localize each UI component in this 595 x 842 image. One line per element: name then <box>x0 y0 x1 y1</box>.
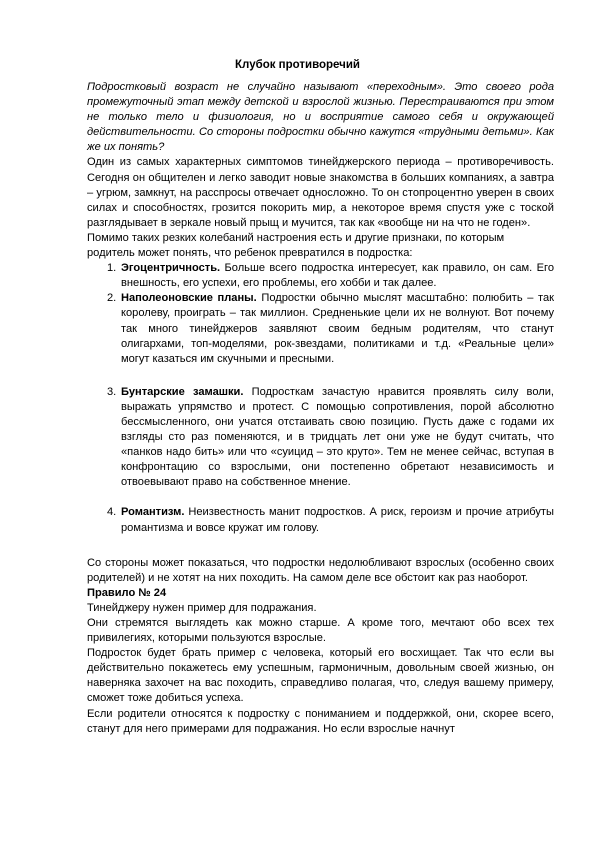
rule-paragraph-1: Тинейджеру нужен пример для подражания. <box>87 601 317 614</box>
list-number: 3. <box>107 385 117 398</box>
paragraph-3: Со стороны может показаться, что подростки недолюбливают взрослых (особенно своих родителей) и не хотят на них походить. На самом деле все обстоит как раз наоборот. <box>87 556 554 584</box>
list-item <box>87 261 554 291</box>
list-item <box>87 505 554 535</box>
list-term: Наполеоновские планы. <box>121 292 257 305</box>
rule-paragraph-2: Они стремятся выглядеть как можно старше. А кроме того, мечтают обо всех тех привилегиях, которыми пользуются взрослые. <box>87 617 554 645</box>
list-term: Бунтарские замашки. <box>121 385 244 398</box>
document-body <box>87 80 554 737</box>
list-text: Больше всего подростка интересует, как правило, он сам. Его внешность, его успехи, его проблемы, его хобби и так далее. <box>121 262 554 290</box>
rule-paragraph-3: Подросток будет брать пример с человека, который его восхищает. Так что если вы действительно покажетесь ему успешным, гармоничным, довольным своей жизнью, он наверняка захочет на вас походить, справедливо полагая, что, следуя вашему примеру, сможет тоже добиться успеха. <box>87 647 554 705</box>
page-title: Клубок противоречий <box>235 59 360 71</box>
list-term: Романтизм. <box>121 506 185 519</box>
list-text: Неизвестность манит подростков. А риск, героизм и прочие атрибуты романтизма и вовсе кружат им голову. <box>121 506 554 534</box>
intro-paragraph: Подростковый возраст не случайно называют «переходным». Это своего рода промежуточный этап между детской и взрослой жизнью. Перестраиваются при этом не только тело и физиология, но и восприятие самого себя и окружающей действительности. Со стороны подростки обычно кажутся «трудными детьми». Как же их понять? <box>87 81 554 154</box>
list-number: 4. <box>107 506 117 519</box>
list-term: Эгоцентричность. <box>121 262 221 275</box>
paragraph-1: Один из самых характерных симптомов тинейджерского периода – противоречивость. Сегодня он общителен и легко заводит новые знакомства в больших компаниях, а завтра – угрюм, замкнут, на расспросы отвечает односложно. То он стопроцентно уверен в своих силах и способностях, грозится покорить мир, а некоторое время спустя уже с тоской разглядывает в зеркале новый прыщ и мучится, так как «вообще ни на что не годен». <box>87 156 554 229</box>
signs-list <box>87 261 554 536</box>
list-item <box>87 385 554 491</box>
list-item <box>87 291 554 366</box>
rule-paragraph-4: Если родители относятся к подростку с пониманием и поддержкой, они, скорее всего, станут для него примерами для подражания. Но если взрослые начнут <box>87 707 554 735</box>
list-number: 2. <box>107 292 117 305</box>
rule-heading: Правило № 24 <box>87 586 167 599</box>
list-number: 1. <box>107 262 117 275</box>
list-text: Подростки обычно мыслят масштабно: полюбить – так королеву, проиграть – так миллион. Средненькие цели их не волнуют. Вот почему так много тинейджеров заявляют своим бедным родителям, что станут олигархами, топ-моделями, рок-звездами, политиками и т.д. «Реальные цели» могут казаться им скучными и пресными. <box>121 292 554 365</box>
list-text: Подросткам зачастую нравится проявлять силу воли, выражать упрямство и протест. С помощью сопротивления, порой абсолютно бессмысленного, они учатся отстаивать свою позицию. Пусть даже с годами их взгляды сто раз поменяются, и в тридцать лет они уже не будут считать, что «панков надо бить» или что «суицид – это круто». Тем не менее сейчас, вступая в конфронтацию со взрослыми, они постепенно обретают независимость и отвоевывают право на собственное мнение. <box>121 385 555 489</box>
paragraph-2: Помимо таких резких колебаний настроения есть и другие признаки, по которым родитель может понять, что ребенок превратился в подростка: <box>87 231 505 260</box>
